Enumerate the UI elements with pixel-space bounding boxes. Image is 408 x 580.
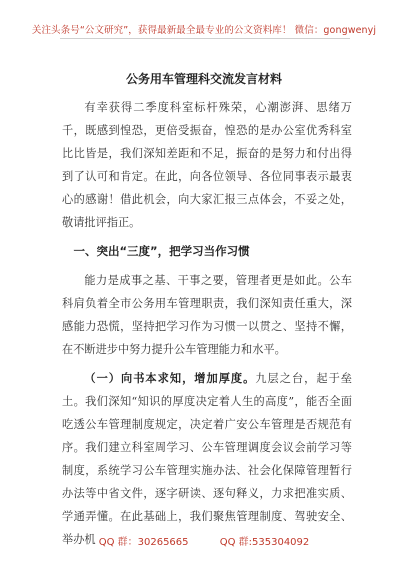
subsection-1-paragraph: [62, 367, 352, 551]
section-1-paragraph: 能力是成事之基、干事之要，管理者更是如此。公车科肩负着全市公务用车管理职责，我们深知责任重大，深感能力恐慌，坚持把学习作为习惯一以贯之、坚持不懈，在不断进步中努力提升公车管理能力和水平。: [62, 274, 352, 356]
section-heading-1: 一、突出“三度”，把学习当作习惯: [73, 244, 250, 258]
intro-paragraph: 有幸获得二季度科室标杆殊荣，心潮澎湃、思绪万千，既感到惶恐，更倍受振奋，惶恐的是办公室优秀科室比比皆是，我们深知差距和不足，振奋的是努力和付出得到了认可和肯定。在此，向各位领导、各位同事表示最衷心的感谢！借此机会，向大家汇报三点体会，不妥之处，敬请批评指正。: [62, 101, 352, 229]
document-title: 公务用车管理科交流发言材料: [125, 72, 282, 86]
subsection-1-text: 九层之台，起于垒土。我们深知“知识的厚度决定着人生的高度”，能否全面吃透公车管理制度规定，决定着广安公车管理是否规范有序。我们建立科室周学习、公车管理调度会议会前学习等制度，系统学习公车管理实施办法、社会化保障管理暂行办法等中省文件，逐字研读、逐句释义，力求把准实质、学通弄懂。在此基础上，我们聚焦管理制度、驾驶安全、举办机: [62, 372, 352, 546]
footer-qq-group-1: QQ 群：30265665: [98, 537, 189, 548]
header-divider: [60, 38, 350, 39]
subsection-1-lead: （一）向书本求知，增加厚度。: [84, 372, 256, 385]
header-banner: 关注头条号“公文研究”，获得最新最全最专业的公文资料库！ 微信：gongwenyj: [31, 25, 377, 36]
document-body: [62, 96, 352, 551]
footer-qq-group-2: QQ 群:535304092: [219, 537, 310, 548]
footer-contact: [0, 533, 408, 548]
